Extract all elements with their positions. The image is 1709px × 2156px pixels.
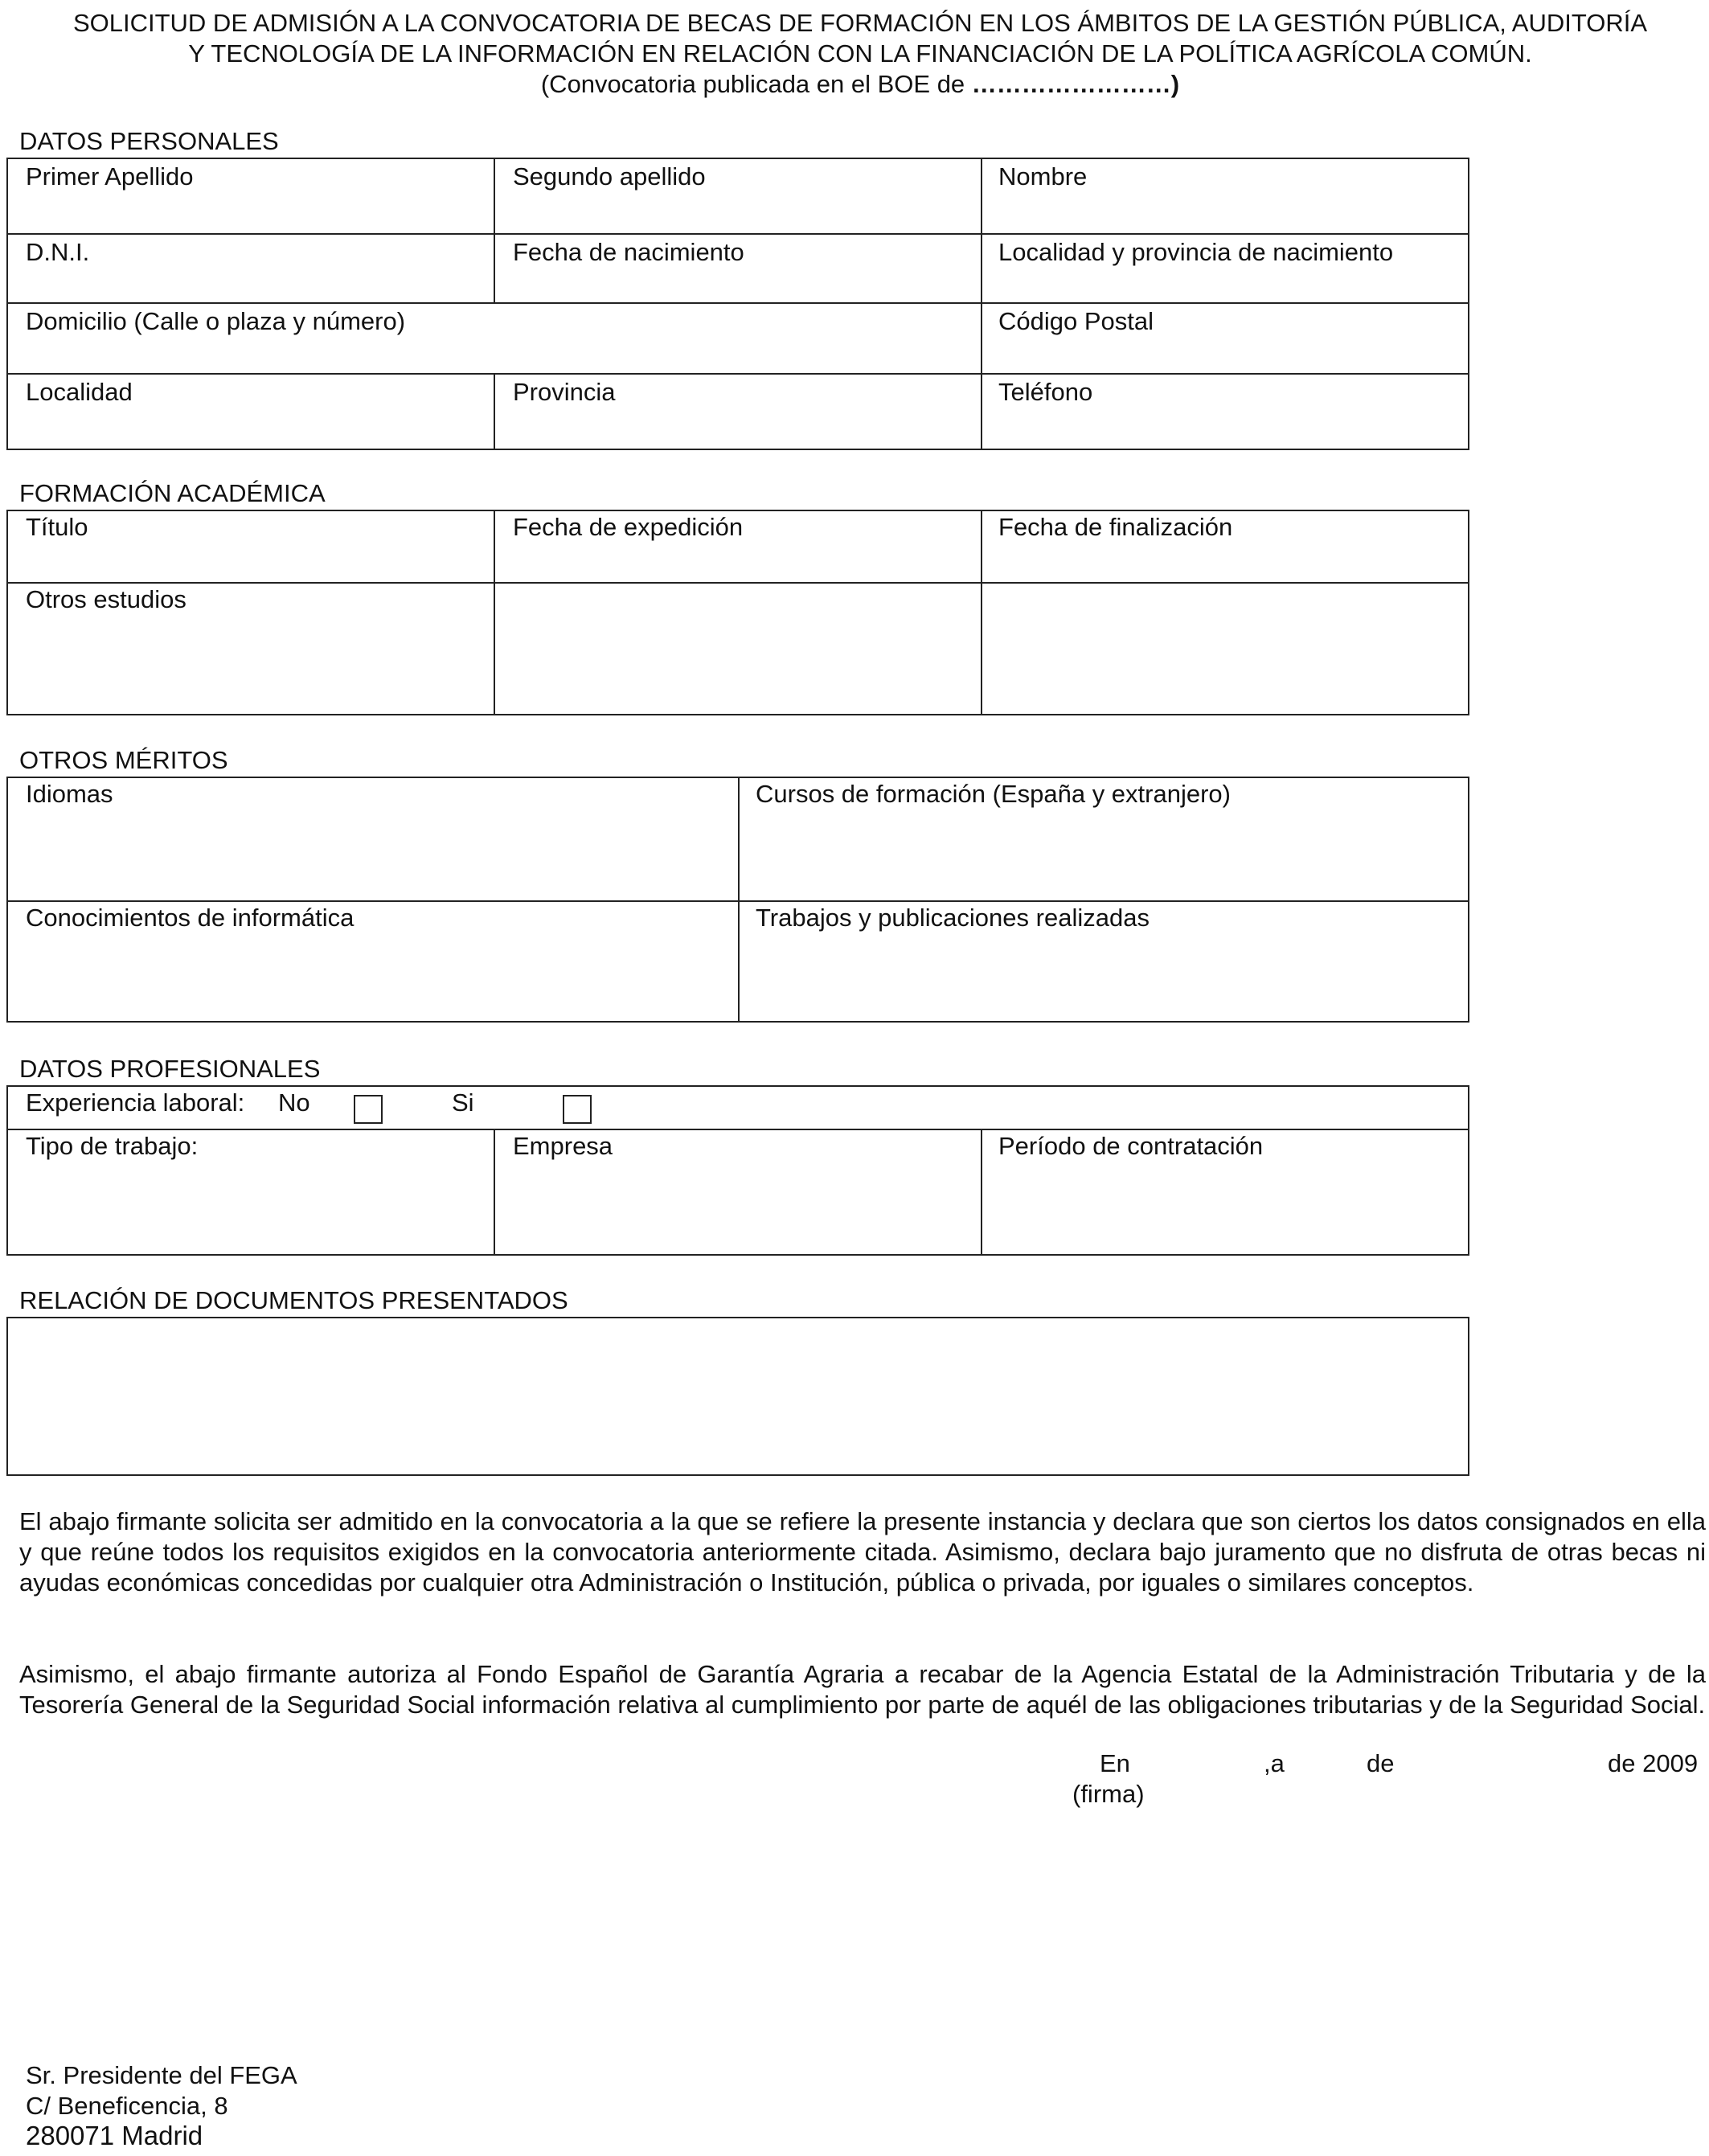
codigo-postal-field[interactable]: Código Postal: [998, 307, 1154, 335]
col-divider: [981, 159, 982, 233]
fecha-finalizacion-field[interactable]: Fecha de finalización: [998, 513, 1233, 541]
col-divider: [981, 511, 982, 714]
destinatario-line-1: Sr. Presidente del FEGA: [26, 2061, 297, 2089]
section-title-otros-meritos: OTROS MÉRITOS: [19, 746, 228, 774]
row-divider: [8, 302, 1468, 304]
primer-apellido-field[interactable]: Primer Apellido: [26, 162, 194, 191]
datos-profesionales-table: [6, 1085, 1469, 1256]
firma-label: (firma): [1072, 1780, 1145, 1808]
section-title-formacion-academica: FORMACIÓN ACADÉMICA: [19, 479, 326, 507]
documentos-presentados-box[interactable]: [6, 1317, 1469, 1476]
col-divider: [981, 233, 982, 302]
section-title-documentos: RELACIÓN DE DOCUMENTOS PRESENTADOS: [19, 1286, 568, 1314]
row-divider: [8, 582, 1468, 584]
boe-date-blank[interactable]: ……………………): [971, 70, 1180, 98]
col-divider: [494, 159, 495, 233]
tipo-trabajo-field[interactable]: Tipo de trabajo:: [26, 1132, 199, 1160]
col-divider: [494, 1129, 495, 1254]
fecha-nacimiento-field[interactable]: Fecha de nacimiento: [513, 238, 744, 266]
localidad-field[interactable]: Localidad: [26, 378, 133, 406]
firma-en-label: En: [1100, 1749, 1130, 1777]
destinatario-line-2: C/ Beneficencia, 8: [26, 2092, 228, 2120]
col-divider: [981, 1129, 982, 1254]
idiomas-field[interactable]: Idiomas: [26, 780, 113, 808]
col-divider: [738, 778, 740, 1021]
informatica-field[interactable]: Conocimientos de informática: [26, 904, 355, 932]
periodo-contratacion-field[interactable]: Período de contratación: [998, 1132, 1264, 1160]
experiencia-no-label: No: [278, 1088, 310, 1117]
col-divider: [494, 373, 495, 449]
domicilio-field[interactable]: Domicilio (Calle o plaza y número): [26, 307, 406, 335]
col-divider: [494, 233, 495, 302]
form-title-line-1: SOLICITUD DE ADMISIÓN A LA CONVOCATORIA DE BECAS DE FORMACIÓN EN LOS ÁMBITOS DE LA GESTIÓN PÚBLICA, AUDITORÍA: [72, 9, 1648, 37]
form-title-line-2: Y TECNOLOGÍA DE LA INFORMACIÓN EN RELACIÓN CON LA FINANCIACIÓN DE LA POLÍTICA AGRÍCOLA COMÚN.: [188, 39, 1532, 68]
otros-meritos-table: [6, 777, 1469, 1023]
row-divider: [8, 373, 1468, 375]
trabajos-publicaciones-field[interactable]: Trabajos y publicaciones realizadas: [756, 904, 1150, 932]
section-title-datos-personales: DATOS PERSONALES: [19, 127, 279, 155]
formacion-table: [6, 510, 1469, 715]
nombre-field[interactable]: Nombre: [998, 162, 1088, 191]
experiencia-no-checkbox[interactable]: [354, 1095, 383, 1124]
segundo-apellido-field[interactable]: Segundo apellido: [513, 162, 706, 191]
col-divider: [981, 373, 982, 449]
firma-a-label: ,a: [1264, 1749, 1285, 1777]
firma-de-label: de: [1367, 1749, 1395, 1777]
firma-year-label: de 2009: [1608, 1749, 1699, 1777]
experiencia-si-label: Si: [452, 1088, 474, 1117]
experiencia-si-checkbox[interactable]: [563, 1095, 592, 1124]
otros-estudios-field[interactable]: Otros estudios: [26, 585, 186, 613]
cursos-formacion-field[interactable]: Cursos de formación (España y extranjero): [756, 780, 1231, 808]
provincia-field[interactable]: Provincia: [513, 378, 616, 406]
col-divider: [981, 302, 982, 373]
declaracion-paragraph-1: El abajo firmante solicita ser admitido en la convocatoria a la que se refiere la presente instancia y declara que son ciertos los datos consignados en ella y que reúne todos los requisitos exigidos en la convocatoria anteriormente citada. Asimismo, declara bajo juramento que no disfruta de otras becas ni ayudas económicas concedidas por cualquier otra Administración o Institución, pública o privada, por iguales o similares conceptos.: [19, 1507, 1706, 1597]
empresa-field[interactable]: Empresa: [513, 1132, 613, 1160]
experiencia-laboral-label: Experiencia laboral:: [26, 1088, 245, 1117]
datos-personales-table: [6, 158, 1469, 450]
dni-field[interactable]: D.N.I.: [26, 238, 90, 266]
col-divider: [494, 511, 495, 714]
form-title-line-3: [16, 69, 1704, 100]
section-title-datos-profesionales: DATOS PROFESIONALES: [19, 1055, 321, 1083]
declaracion-paragraph-2: Asimismo, el abajo firmante autoriza al Fondo Español de Garantía Agraria a recabar de la Agencia Estatal de la Administración Tributaria y de la Tesorería General de la Seguridad Social información relativa al cumplimiento por parte de aquél de las obligaciones tributarias y de la Seguridad Social.: [19, 1660, 1706, 1719]
form-title: [16, 8, 1704, 100]
boe-reference-label: (Convocatoria publicada en el BOE de: [540, 70, 972, 98]
row-divider: [8, 1129, 1468, 1130]
titulo-field[interactable]: Título: [26, 513, 88, 541]
lugar-nacimiento-field[interactable]: Localidad y provincia de nacimiento: [998, 238, 1394, 266]
telefono-field[interactable]: Teléfono: [998, 378, 1093, 406]
destinatario-line-3: 280071 Madrid: [26, 2121, 203, 2150]
fecha-expedicion-field[interactable]: Fecha de expedición: [513, 513, 744, 541]
row-divider: [8, 233, 1468, 235]
